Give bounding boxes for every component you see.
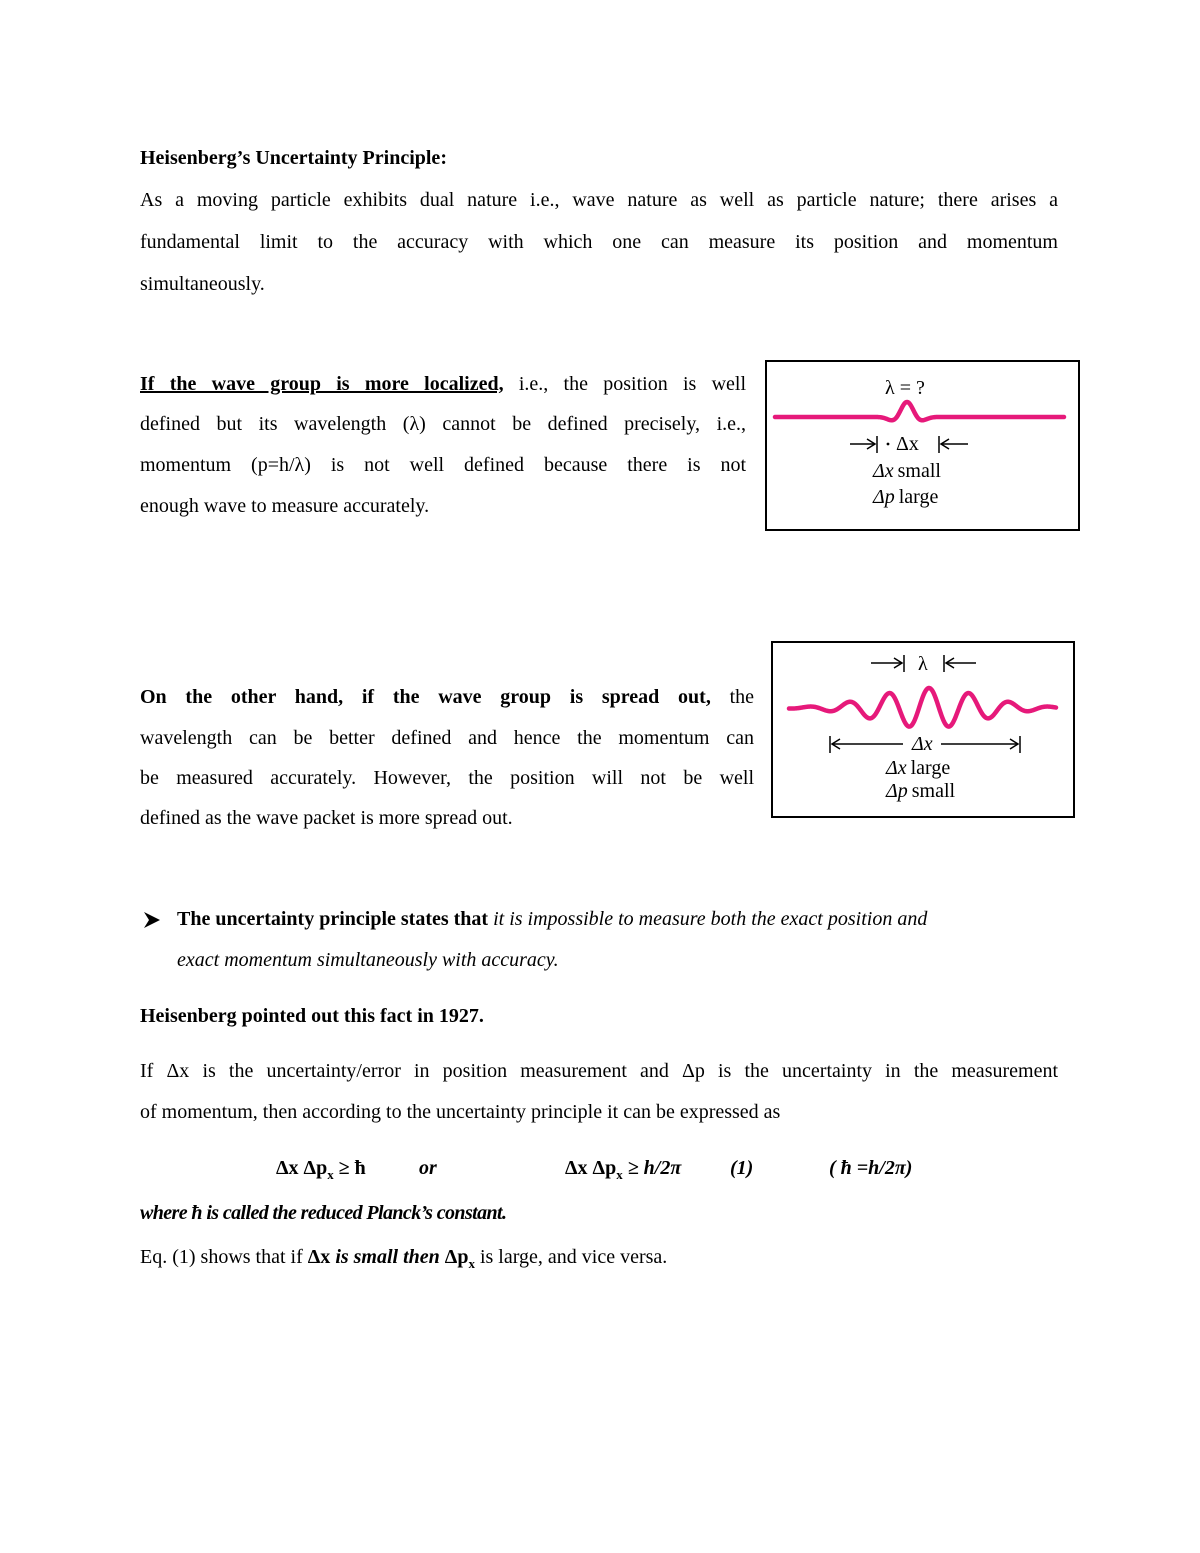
- intro-line-2: fundamental limit to the accuracy with which one can measure its position and momentum: [140, 231, 1058, 253]
- localized-line-4: enough wave to measure accurately.: [140, 495, 430, 517]
- equation-or: or: [419, 1157, 437, 1179]
- hbar-definition: ( ħ =h/2π): [829, 1157, 913, 1179]
- fig2-lambda-label: λ: [918, 653, 928, 675]
- localized-line-2: defined but its wavelength (λ) cannot be defined precisely, i.e.,: [140, 413, 746, 435]
- year-line: Heisenberg pointed out this fact in 1927.: [140, 1005, 484, 1027]
- principle-line-1: [177, 907, 927, 931]
- spread-line-1: [140, 685, 754, 709]
- expression-line-2: of momentum, then according to the uncertainty principle it can be expressed as: [140, 1101, 781, 1123]
- spread-line-3: be measured accurately. However, the position will not be well: [140, 767, 754, 789]
- figure-spread-svg: [773, 643, 1072, 815]
- conclusion-line: Eq. (1) shows that if Δx is small then $\Delta p_x$ is large, and vice versa.: [140, 1246, 668, 1271]
- spread-line-4: defined as the wave packet is more spread out.: [140, 807, 513, 829]
- localized-line-1: [140, 372, 746, 396]
- principle-line-2: exact momentum simultaneously with accuracy.: [177, 949, 559, 971]
- fig2-uncertainty-p: Δp small: [886, 780, 956, 802]
- intro-line-1: As a moving particle exhibits dual nature i.e., wave nature as well as particle nature; there arises a: [140, 189, 1058, 211]
- fig2-wave-packet: [789, 688, 1056, 727]
- page-title: Heisenberg’s Uncertainty Principle:: [140, 147, 447, 169]
- fig1-lambda-label: λ = ?: [885, 377, 925, 399]
- fig1-uncertainty-x: Δx small: [873, 460, 941, 482]
- intro-line-3: simultaneously.: [140, 273, 265, 295]
- figure-localized-svg: [767, 362, 1077, 528]
- arrowhead-bullet-icon: [143, 911, 161, 929]
- localized-line-1-rest: i.e., the position is well: [503, 373, 747, 395]
- equation-right: Δx $\Delta p_x \ge h/2\pi$: [565, 1157, 682, 1182]
- fig1-wave-packet: [775, 402, 1064, 420]
- figure-localized-wave: [765, 360, 1080, 531]
- spread-lead: On the other hand, if the wave group is spread out,: [140, 686, 711, 708]
- fig2-dx-label: Δx: [912, 733, 933, 755]
- fig1-center-dot: [887, 443, 890, 446]
- fig1-dx-label: Δx: [896, 433, 919, 455]
- principle-bold: The uncertainty principle states that: [177, 908, 489, 930]
- fig2-uncertainty-x: Δx large: [886, 757, 951, 779]
- fig1-uncertainty-p: Δp large: [873, 486, 939, 508]
- equation-number: (1): [730, 1157, 754, 1179]
- spread-line-1-rest: the: [710, 686, 755, 708]
- principle-italic: it is impossible to measure both the exact position and: [488, 908, 928, 930]
- localized-lead: If the wave group is more localized,: [140, 373, 504, 395]
- spread-line-2: wavelength can be better defined and hence the momentum can: [140, 727, 754, 749]
- localized-line-3: momentum (p=h/λ) is not well defined because there is not: [140, 454, 746, 476]
- figure-spread-wave: [771, 641, 1075, 818]
- equation-left: Δx $\Delta p_x$ ≥ ħ: [276, 1157, 366, 1182]
- expression-line-1: If Δx is the uncertainty/error in position measurement and Δp is the uncertainty in the measurement: [140, 1060, 1058, 1082]
- where-line: where ħ is called the reduced Planck’s constant.: [140, 1202, 507, 1224]
